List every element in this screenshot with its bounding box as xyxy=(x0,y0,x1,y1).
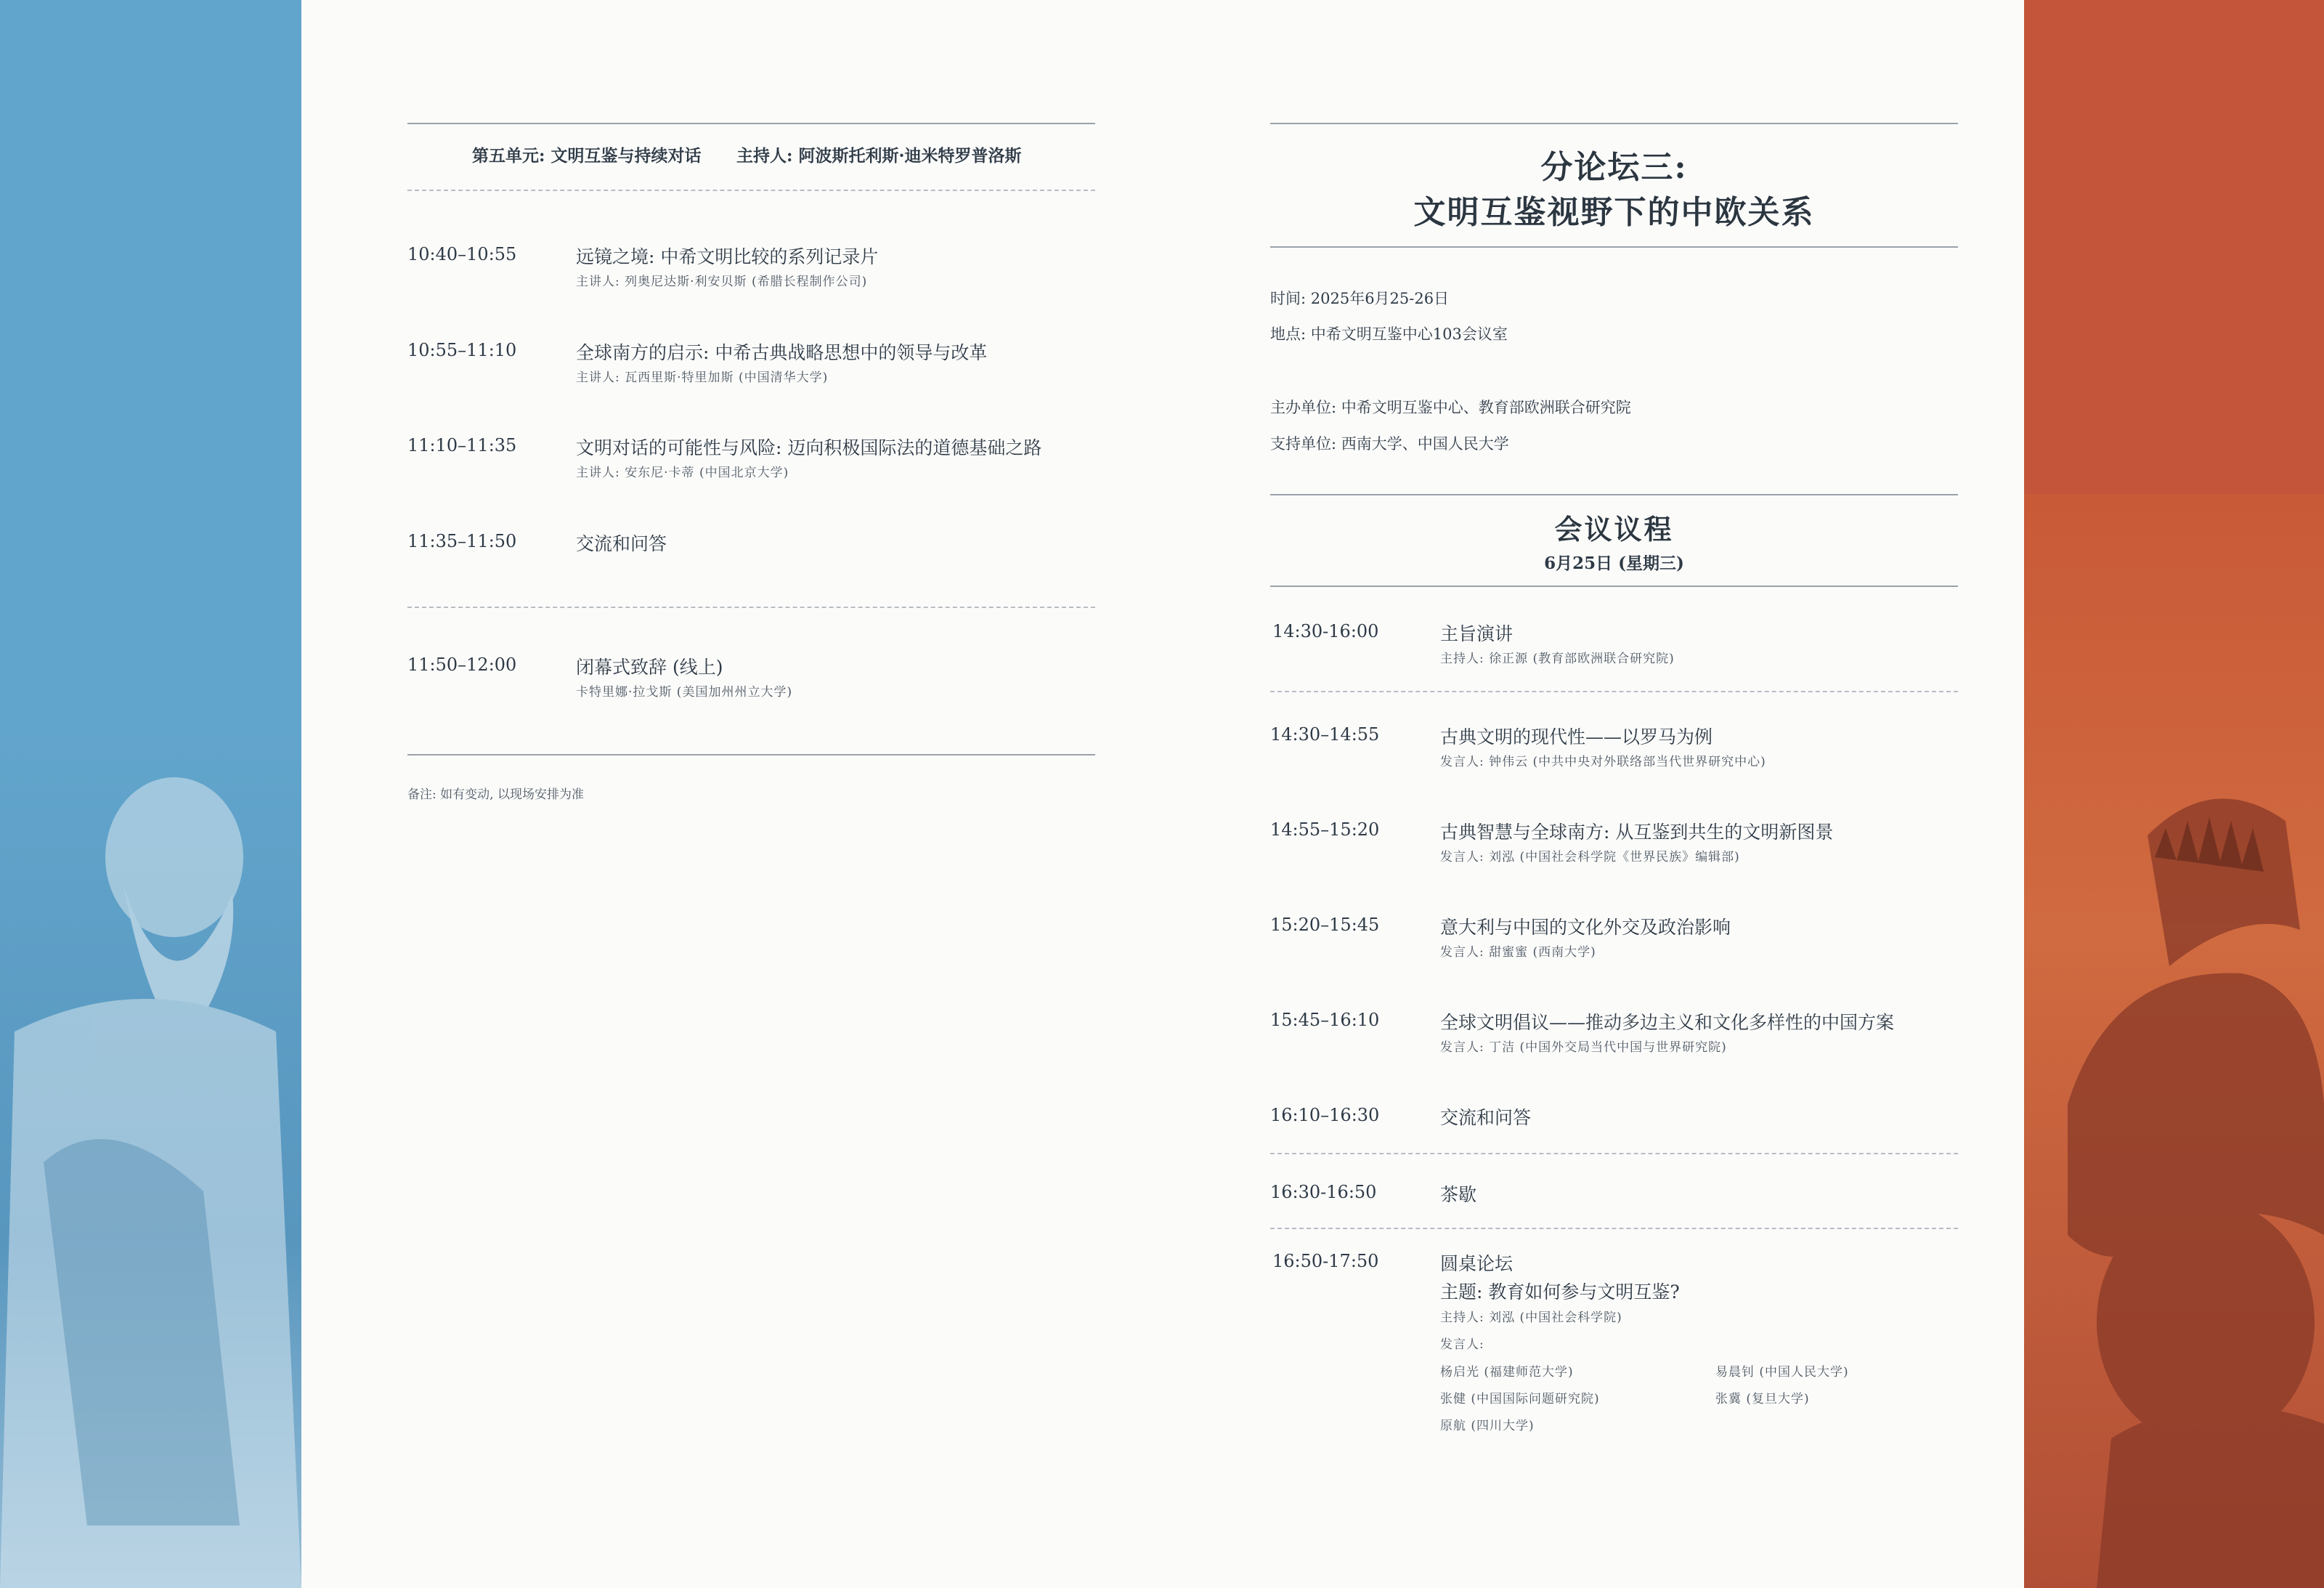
athena-helmet-statue-illustration xyxy=(2024,726,2324,1588)
agenda-date: 6月25日 (星期三) xyxy=(1544,554,1684,573)
session-title: 主旨演讲 xyxy=(1440,623,1514,644)
session-time: 14:30-16:00 xyxy=(1272,621,1379,641)
roundtable-host: 主持人: 刘泓 (中国社会科学院) xyxy=(1440,1310,1622,1325)
session-time: 15:45–16:10 xyxy=(1270,1010,1380,1030)
session-title: 闭幕式致辞 (线上) xyxy=(576,657,723,678)
session-title: 圆桌论坛 xyxy=(1440,1253,1514,1274)
forum-title-line2: 文明互鉴视野下的中欧关系 xyxy=(1413,194,1815,231)
session-title: 交流和问答 xyxy=(576,533,667,554)
session-speaker: 发言人: 刘泓 (中国社会科学院《世界民族》编辑部) xyxy=(1440,850,1740,864)
session-title: 古典智慧与全球南方: 从互鉴到共生的文明新图景 xyxy=(1440,822,1834,843)
event-time: 时间: 2025年6月25-26日 xyxy=(1270,290,1450,307)
session-speaker: 主讲人: 瓦西里斯·特里加斯 (中国清华大学) xyxy=(576,370,829,385)
session-time: 10:55–11:10 xyxy=(407,340,517,360)
session-speaker: 主讲人: 列奥尼达斯·利安贝斯 (希腊长程制作公司) xyxy=(576,275,868,289)
left-bottom-rule xyxy=(407,754,1095,755)
forum-title-line1: 分论坛三: xyxy=(1540,149,1688,186)
left-header-divider xyxy=(407,190,1095,191)
agenda-divider xyxy=(1270,691,1958,692)
philosopher-statue-illustration xyxy=(0,726,301,1588)
unit-host: 主持人: 阿波斯托利斯·迪米特罗普洛斯 xyxy=(736,146,1022,166)
session-speaker: 主讲人: 安东尼·卡蒂 (中国北京大学) xyxy=(576,466,789,480)
roundtable-speaker: 易晨钊 (中国人民大学) xyxy=(1715,1365,1849,1380)
session-time: 16:10–16:30 xyxy=(1270,1105,1380,1125)
roundtable-speakers-label: 发言人: xyxy=(1440,1337,1484,1352)
agenda-divider xyxy=(1270,1153,1958,1154)
left-session-divider xyxy=(407,607,1095,608)
right-top-rule xyxy=(1270,123,1958,124)
session-speaker: 卡特里娜·拉戈斯 (美国加州州立大学) xyxy=(576,685,793,700)
session-time: 15:20–15:45 xyxy=(1270,915,1380,935)
event-venue: 地点: 中希文明互鉴中心103会议室 xyxy=(1270,325,1508,343)
session-speaker: 发言人: 甜蜜蜜 (西南大学) xyxy=(1440,945,1596,960)
agenda-date-rule xyxy=(1270,586,1958,587)
session-title: 交流和问答 xyxy=(1440,1107,1532,1128)
roundtable-speaker: 杨启光 (福建师范大学) xyxy=(1440,1365,1574,1380)
roundtable-speaker: 张冀 (复旦大学) xyxy=(1715,1392,1810,1406)
left-top-rule xyxy=(407,123,1095,124)
session-time: 11:50–12:00 xyxy=(407,655,517,675)
session-speaker: 发言人: 丁洁 (中国外交局当代中国与世界研究院) xyxy=(1440,1040,1727,1055)
session-speaker: 发言人: 钟伟云 (中共中央对外联络部当代世界研究中心) xyxy=(1440,755,1766,769)
session-title: 茶歇 xyxy=(1440,1184,1477,1205)
right-color-band xyxy=(2024,0,2324,1588)
session-title: 远镜之境: 中希文明比较的系列记录片 xyxy=(576,246,879,267)
session-time: 10:40–10:55 xyxy=(407,244,517,264)
session-time: 16:30-16:50 xyxy=(1270,1182,1377,1202)
left-color-band xyxy=(0,0,301,1588)
session-time: 16:50-17:50 xyxy=(1272,1251,1379,1271)
roundtable-speaker: 张健 (中国国际问题研究院) xyxy=(1440,1392,1600,1406)
session-time: 11:10–11:35 xyxy=(407,435,517,455)
session-title: 古典文明的现代性——以罗马为例 xyxy=(1440,726,1713,748)
right-title-rule xyxy=(1270,246,1958,248)
unit-header: 第五单元: 文明互鉴与持续对话 xyxy=(472,146,702,166)
event-organizer: 主办单位: 中希文明互鉴中心、教育部欧洲联合研究院 xyxy=(1270,399,1631,416)
session-title: 文明对话的可能性与风险: 迈向积极国际法的道德基础之路 xyxy=(576,437,1042,458)
session-time: 14:55–15:20 xyxy=(1270,819,1380,840)
session-time: 14:30–14:55 xyxy=(1270,724,1380,745)
session-speaker: 主持人: 徐正源 (教育部欧洲联合研究院) xyxy=(1440,652,1675,666)
agenda-top-rule xyxy=(1270,494,1958,495)
session-title: 全球文明倡议——推动多边主义和文化多样性的中国方案 xyxy=(1440,1012,1895,1033)
agenda-title: 会议议程 xyxy=(1554,513,1674,546)
session-title: 全球南方的启示: 中希古典战略思想中的领导与改革 xyxy=(576,342,988,363)
agenda-divider xyxy=(1270,1228,1958,1229)
roundtable-speaker: 原航 (四川大学) xyxy=(1440,1419,1535,1433)
session-time: 11:35–11:50 xyxy=(407,531,517,551)
roundtable-theme: 主题: 教育如何参与文明互鉴? xyxy=(1440,1281,1680,1303)
event-supporter: 支持单位: 西南大学、中国人民大学 xyxy=(1270,435,1509,453)
footnote: 备注: 如有变动, 以现场安排为准 xyxy=(407,787,584,802)
session-title: 意大利与中国的文化外交及政治影响 xyxy=(1440,917,1731,938)
